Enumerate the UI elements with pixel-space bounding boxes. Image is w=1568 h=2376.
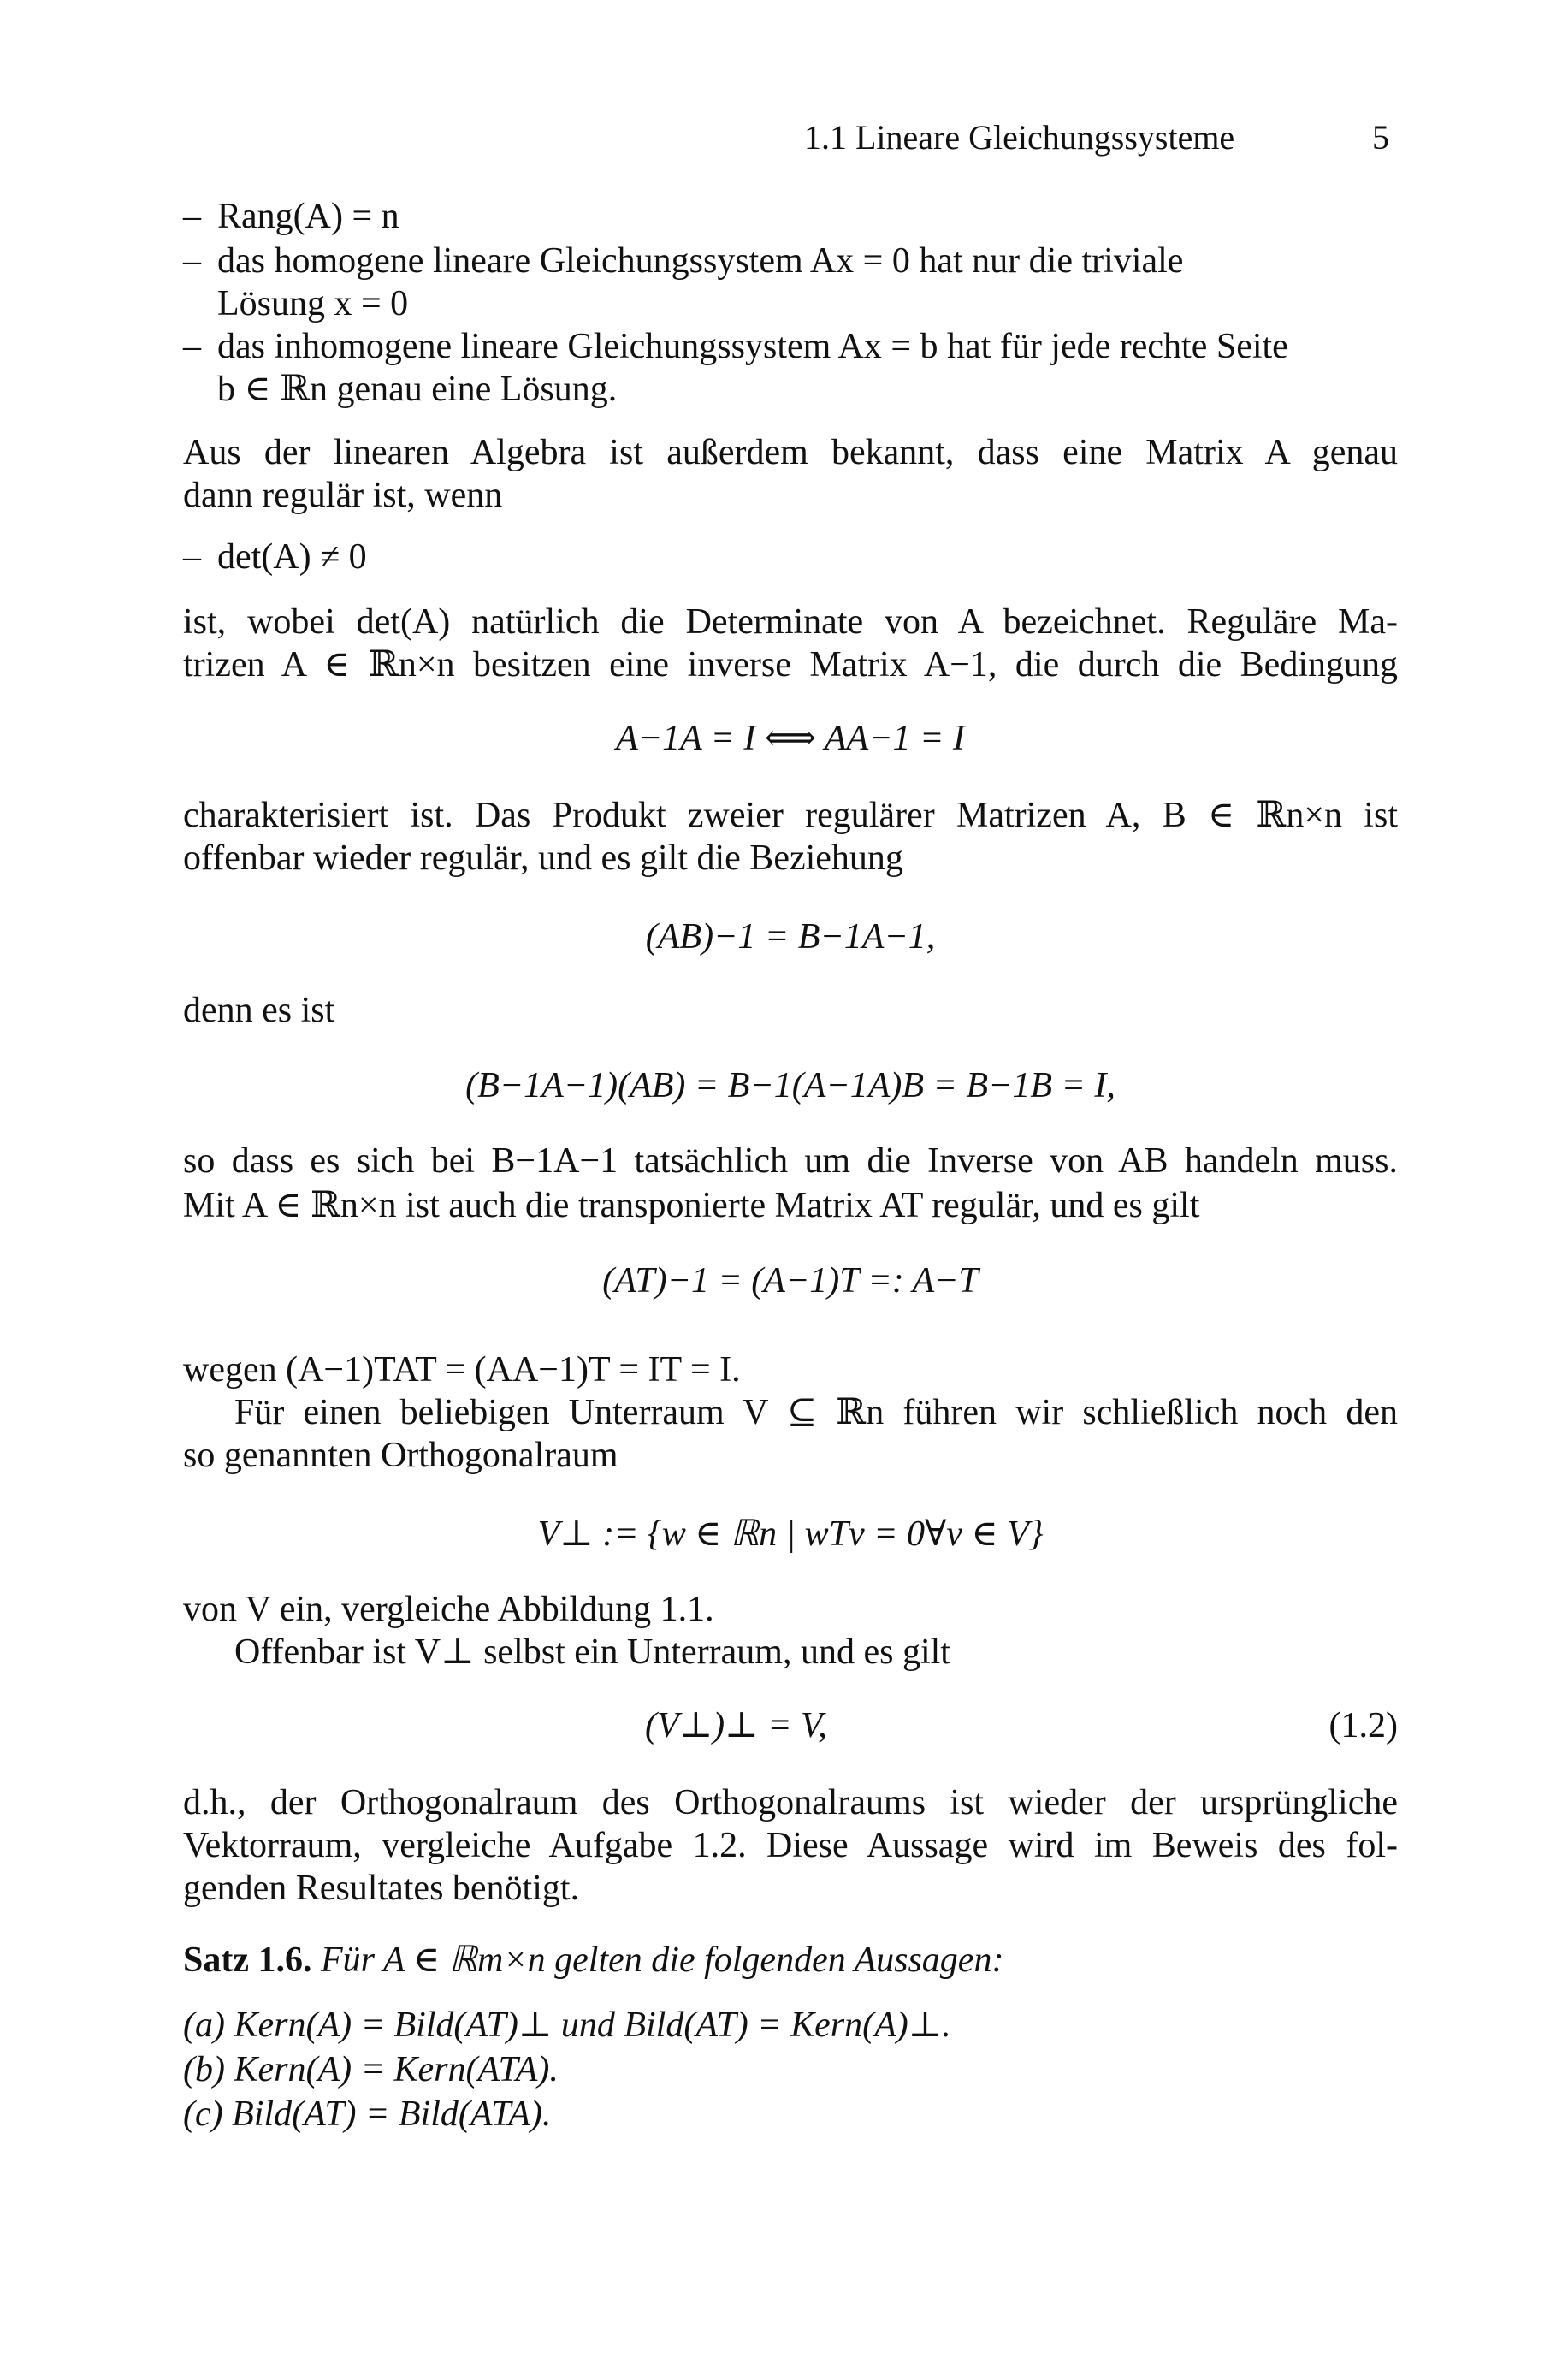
list-item-text: det(A) ≠ 0: [217, 537, 367, 577]
list-item-homogen: – das homogene lineare Gleichungssystem Ax = 0 hat nur die triviale: [183, 241, 1184, 281]
paragraph-line: wegen (A−1)TAT = (AA−1)T = IT = I.: [183, 1350, 741, 1389]
paragraph-line: genden Resultates benötigt.: [183, 1869, 580, 1908]
equation-proof: (B−1A−1)(AB) = B−1(A−1A)B = B−1B = I,: [465, 1066, 1115, 1105]
paragraph-line: Offenbar ist V⊥ selbst ein Unterraum, und es gilt: [234, 1632, 950, 1672]
paragraph-line: charakterisiert ist. Das Produkt zweier regulärer Matrizen A, B ∈ ℝn×n ist: [183, 796, 1398, 835]
list-item-text: das inhomogene lineare Gleichungssystem Ax = b hat für jede rechte Seite: [217, 327, 1288, 366]
paragraph-line: ist, wobei det(A) natürlich die Determinate von A bezeichnet. Reguläre Ma-: [183, 602, 1398, 642]
list-item-homogen-cont: Lösung x = 0: [217, 284, 409, 323]
running-header: 1.1 Lineare Gleichungssysteme: [804, 118, 1235, 157]
page-number: 5: [1372, 118, 1389, 157]
paragraph-line: Vektorraum, vergleiche Aufgabe 1.2. Diese Aussage wird im Beweis des fol-: [183, 1826, 1398, 1865]
theorem-heading: [183, 1939, 1003, 1982]
paragraph-line: so genannten Orthogonalraum: [183, 1436, 618, 1475]
theorem-item-c: (c) Bild(AT) = Bild(ATA).: [183, 2095, 552, 2134]
list-item-det: – det(A) ≠ 0: [183, 537, 367, 577]
paragraph-line: denn es ist: [183, 991, 335, 1030]
paragraph-line: Mit A ∈ ℝn×n ist auch die transponierte Matrix AT regulär, und es gilt: [183, 1186, 1200, 1225]
list-item-rang: – Rang(A) = n: [183, 197, 399, 236]
list-item-text: das homogene lineare Gleichungssystem Ax = 0 hat nur die triviale: [217, 241, 1184, 281]
equation-inverse: A−1A = I ⟺ AA−1 = I: [616, 719, 965, 758]
paragraph-line: so dass es sich bei B−1A−1 tatsächlich um die Inverse von AB handeln muss.: [183, 1141, 1398, 1181]
list-item-inhomogen: – das inhomogene lineare Gleichungssystem Ax = b hat für jede rechte Seite: [183, 327, 1288, 366]
paragraph-line: trizen A ∈ ℝn×n besitzen eine inverse Matrix A−1, die durch die Bedingung: [183, 645, 1398, 684]
paragraph-line: Für einen beliebigen Unterraum V ⊆ ℝn führen wir schließlich noch den: [234, 1393, 1398, 1432]
paragraph-line: offenbar wieder regulär, und es gilt die Beziehung: [183, 838, 903, 878]
equation-number: (1.2): [1328, 1706, 1398, 1745]
equation-product: (AB)−1 = B−1A−1,: [645, 917, 936, 957]
equation-transpose: (AT)−1 = (A−1)T =: A−T: [602, 1261, 979, 1301]
equation-formula: (V⊥)⊥ = V,: [645, 1706, 827, 1745]
paragraph-line: von V ein, vergleiche Abbildung 1.1.: [183, 1590, 714, 1629]
paragraph-line: d.h., der Orthogonalraum des Orthogonalraums ist wieder der ursprüngliche: [183, 1783, 1398, 1822]
theorem-item-a: (a) Kern(A) = Bild(AT)⊥ und Bild(AT) = Kern(A)⊥.: [183, 2006, 951, 2045]
paragraph-line: dann regulär ist, wenn: [183, 476, 503, 515]
theorem-statement: Für A ∈ ℝm×n gelten die folgenden Aussagen:: [321, 1940, 1004, 1980]
theorem-label: Satz 1.6.: [183, 1940, 312, 1980]
list-item-text: Rang(A) = n: [217, 197, 399, 236]
list-item-inhomogen-cont: b ∈ ℝn genau eine Lösung.: [217, 370, 618, 409]
equation-orthogonal-space: V⊥ := {w ∈ ℝn | wTv = 0∀v ∈ V}: [537, 1514, 1044, 1554]
theorem-item-b: (b) Kern(A) = Kern(ATA).: [183, 2050, 559, 2089]
paragraph-line: Aus der linearen Algebra ist außerdem bekannt, dass eine Matrix A genau: [183, 433, 1398, 472]
